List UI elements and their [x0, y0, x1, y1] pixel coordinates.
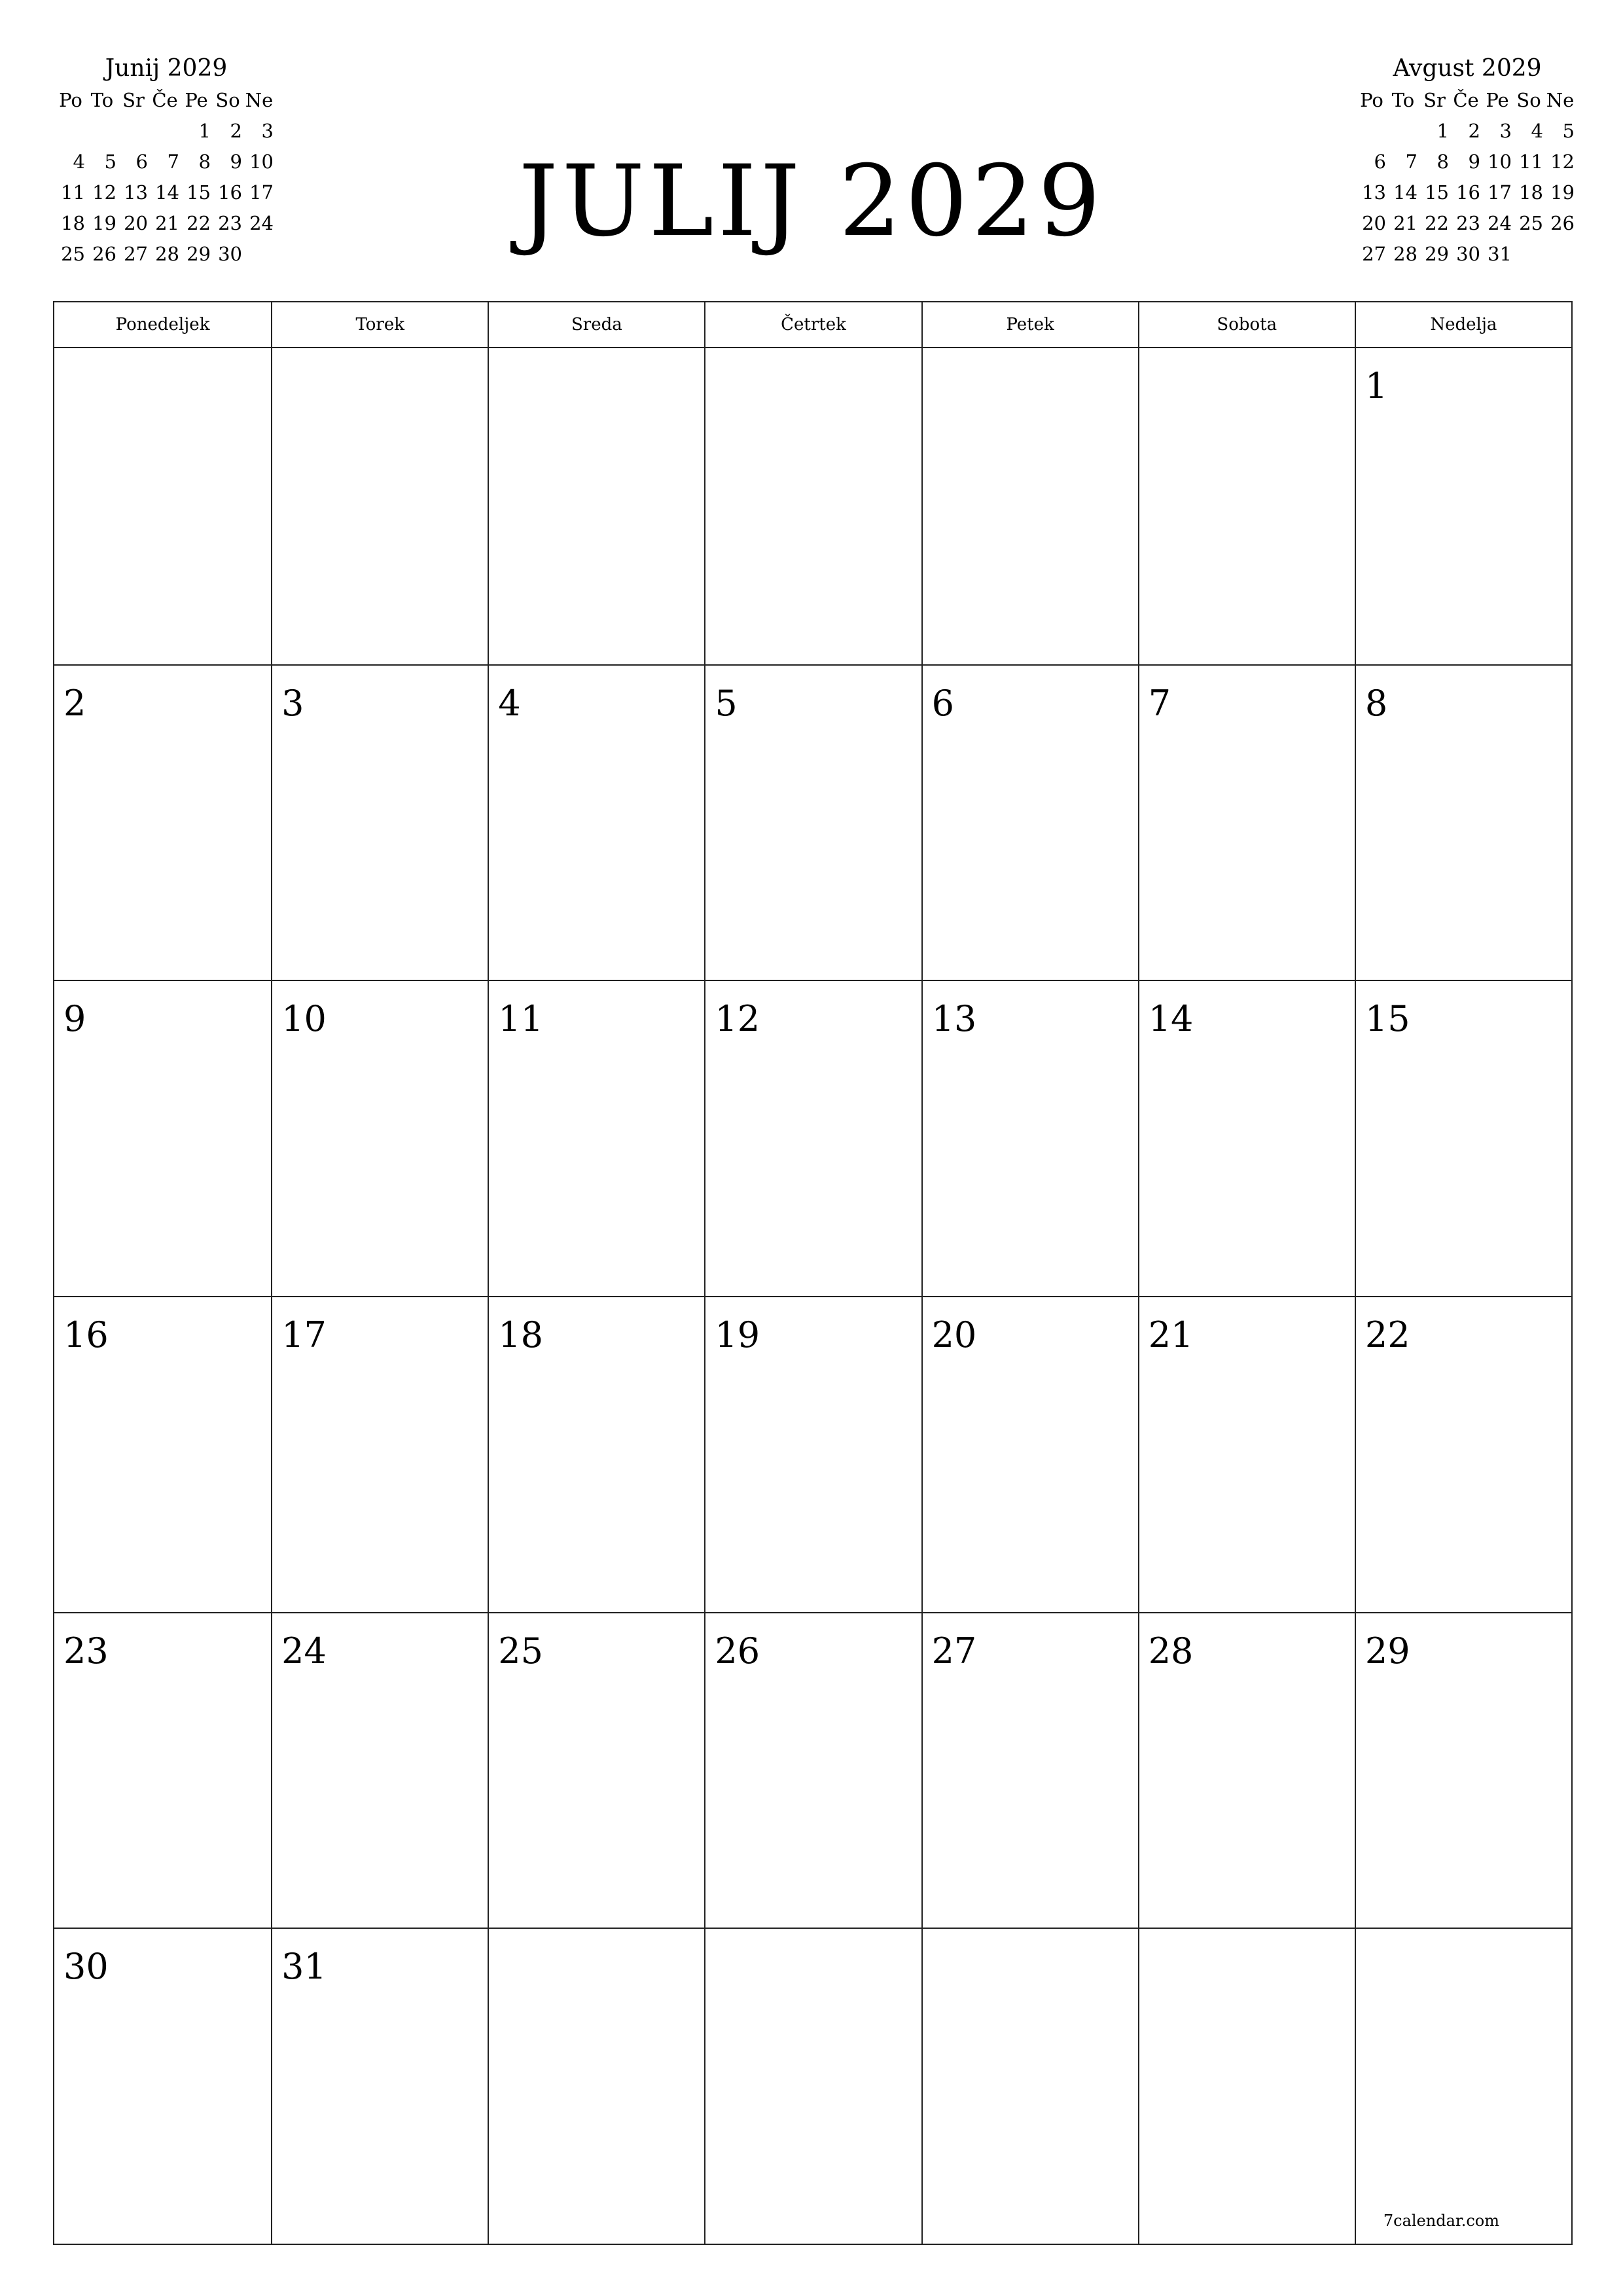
- day-number: 13: [931, 998, 977, 1040]
- prev-month-day: 9: [230, 151, 242, 173]
- day-cell[interactable]: [921, 980, 1138, 1296]
- prev-month-day: 17: [249, 181, 274, 204]
- prev-month-day: 22: [187, 212, 211, 234]
- next-month-day: 19: [1550, 181, 1575, 204]
- next-month-day: 2: [1468, 120, 1480, 142]
- next-month-weekday: Če: [1453, 89, 1479, 111]
- next-month-day: 14: [1393, 181, 1418, 204]
- day-cell[interactable]: [54, 348, 271, 664]
- footer-credit: 7calendar.com: [1383, 2212, 1499, 2230]
- next-month-day: [1544, 239, 1576, 270]
- next-month-weekday: Sr: [1423, 89, 1446, 111]
- next-month-day: [1356, 116, 1387, 147]
- weekday-header-row: [54, 302, 1571, 348]
- prev-month-day: [55, 116, 86, 147]
- day-cell[interactable]: [488, 980, 704, 1296]
- prev-month-day: 8: [198, 151, 211, 173]
- next-month-day: 22: [1425, 212, 1449, 234]
- day-cell[interactable]: [271, 1296, 488, 1612]
- day-cell[interactable]: [704, 1928, 921, 2244]
- prev-month-day: 27: [124, 243, 148, 265]
- prev-month-day: 21: [155, 212, 179, 234]
- next-month-title: Avgust 2029: [1393, 55, 1542, 82]
- next-month-day: 9: [1468, 151, 1480, 173]
- prev-month-day: 19: [92, 212, 116, 234]
- day-cell[interactable]: [921, 348, 1138, 664]
- prev-month-day: [118, 116, 149, 147]
- day-number: 3: [281, 682, 304, 724]
- day-number: 20: [931, 1314, 977, 1355]
- prev-month-weekday: To: [90, 89, 114, 111]
- day-cell[interactable]: [488, 664, 704, 980]
- day-cell[interactable]: [54, 980, 271, 1296]
- weekday-header: Četrtek: [704, 302, 921, 347]
- next-month-day: [1513, 239, 1544, 270]
- next-month-day: 29: [1425, 243, 1449, 265]
- next-month-day: 16: [1456, 181, 1480, 204]
- day-number: 28: [1148, 1630, 1194, 1672]
- day-number: 31: [281, 1946, 327, 1988]
- day-number: 30: [63, 1946, 109, 1988]
- next-month-weekday: Po: [1360, 89, 1383, 111]
- day-cell[interactable]: [1138, 348, 1355, 664]
- prev-month-day: 13: [124, 181, 148, 204]
- day-cell[interactable]: [271, 664, 488, 980]
- prev-month-day: 1: [198, 120, 211, 142]
- day-number: 11: [498, 998, 543, 1040]
- day-number: 24: [281, 1630, 327, 1672]
- next-month-day: 5: [1562, 120, 1575, 142]
- prev-month-day: 18: [61, 212, 85, 234]
- day-cell[interactable]: [921, 1296, 1138, 1612]
- prev-month-day: 28: [155, 243, 179, 265]
- prev-month-day: 29: [187, 243, 211, 265]
- prev-month-day: 5: [104, 151, 116, 173]
- prev-month-weekday: Pe: [185, 89, 208, 111]
- weekday-header: Petek: [921, 302, 1138, 347]
- day-cell[interactable]: [704, 1296, 921, 1612]
- day-number: 14: [1148, 998, 1194, 1040]
- weekday-header: Ponedeljek: [115, 315, 210, 334]
- day-number: 12: [715, 998, 760, 1040]
- prev-month-day: 16: [218, 181, 242, 204]
- day-number: 25: [498, 1630, 543, 1672]
- next-month-day: 13: [1362, 181, 1386, 204]
- day-cell[interactable]: [1355, 1612, 1571, 1928]
- next-month-day: 24: [1488, 212, 1512, 234]
- day-cell[interactable]: [1138, 1296, 1355, 1612]
- day-number: 29: [1364, 1630, 1410, 1672]
- month-title: JULIJ 2029: [518, 145, 1105, 259]
- prev-month-title: Junij 2029: [105, 55, 228, 82]
- day-cell[interactable]: [704, 664, 921, 980]
- next-month-weekday: Ne: [1546, 89, 1575, 111]
- day-cell[interactable]: [704, 1612, 921, 1928]
- day-cell[interactable]: [1355, 980, 1571, 1296]
- day-number: 10: [281, 998, 327, 1040]
- day-number: 7: [1148, 682, 1171, 724]
- next-month-day: 3: [1499, 120, 1512, 142]
- next-month-day: 30: [1456, 243, 1480, 265]
- day-cell[interactable]: [704, 980, 921, 1296]
- day-number: 1: [1364, 365, 1388, 406]
- next-month-day: 31: [1488, 243, 1512, 265]
- prev-month-day: 14: [155, 181, 179, 204]
- weekday-header: Nedelja: [1355, 302, 1571, 347]
- day-number: 19: [715, 1314, 760, 1355]
- day-number: 27: [931, 1630, 977, 1672]
- prev-month-day: 25: [61, 243, 85, 265]
- day-cell[interactable]: [271, 1612, 488, 1928]
- day-cell[interactable]: [1138, 1928, 1355, 2244]
- next-month-day: 28: [1393, 243, 1418, 265]
- next-month-day: 27: [1362, 243, 1386, 265]
- prev-month-day: 30: [218, 243, 242, 265]
- day-cell[interactable]: [1138, 1612, 1355, 1928]
- next-month-day: 8: [1436, 151, 1449, 173]
- calendar-body: [54, 348, 1571, 2244]
- weekday-header: Sreda: [488, 302, 704, 347]
- next-month-day: 12: [1550, 151, 1575, 173]
- prev-month-day: 23: [218, 212, 242, 234]
- day-number: 8: [1364, 682, 1388, 724]
- weekday-header: Sobota: [1138, 302, 1355, 347]
- prev-month-weekday: So: [215, 89, 240, 111]
- prev-month-weekday: Po: [59, 89, 82, 111]
- day-cell[interactable]: [54, 1296, 271, 1612]
- prev-month-weekday: Sr: [122, 89, 145, 111]
- day-number: 17: [281, 1314, 327, 1355]
- day-cell[interactable]: [921, 1928, 1138, 2244]
- day-number: 9: [63, 998, 86, 1040]
- day-cell[interactable]: [1355, 1296, 1571, 1612]
- next-month-day: 6: [1374, 151, 1386, 173]
- day-number: 21: [1148, 1314, 1194, 1355]
- day-cell[interactable]: [488, 348, 704, 664]
- next-month-day: [1387, 116, 1419, 147]
- day-cell[interactable]: [921, 664, 1138, 980]
- next-month-day: 17: [1488, 181, 1512, 204]
- day-number: 15: [1364, 998, 1410, 1040]
- day-cell[interactable]: [1138, 980, 1355, 1296]
- prev-month-day: 7: [167, 151, 179, 173]
- prev-month-day: 6: [135, 151, 148, 173]
- prev-month-weekday: Če: [152, 89, 178, 111]
- next-month-day: 11: [1519, 151, 1543, 173]
- day-number: 2: [63, 682, 86, 724]
- next-month-day: 1: [1436, 120, 1449, 142]
- day-number: 6: [931, 682, 954, 724]
- day-cell[interactable]: [271, 348, 488, 664]
- day-cell[interactable]: [54, 664, 271, 980]
- next-month-day: 15: [1425, 181, 1449, 204]
- next-month-day: 23: [1456, 212, 1480, 234]
- prev-month-day: 11: [61, 181, 85, 204]
- prev-month-day: 2: [230, 120, 242, 142]
- day-number: 18: [498, 1314, 543, 1355]
- day-number: 23: [63, 1630, 109, 1672]
- next-month-day: 21: [1393, 212, 1418, 234]
- next-month-weekday: To: [1391, 89, 1415, 111]
- day-number: 26: [715, 1630, 760, 1672]
- day-number: 16: [63, 1314, 109, 1355]
- next-month-weekday: Pe: [1486, 89, 1509, 111]
- day-cell[interactable]: [271, 1928, 488, 2244]
- next-month-weekday: So: [1516, 89, 1541, 111]
- day-cell[interactable]: [54, 1612, 271, 1928]
- prev-month-day: [86, 116, 118, 147]
- prev-month-day: 26: [92, 243, 116, 265]
- day-cell[interactable]: [1138, 664, 1355, 980]
- prev-month-day: 12: [92, 181, 116, 204]
- next-month-day: 20: [1362, 212, 1386, 234]
- day-cell[interactable]: [488, 1928, 704, 2244]
- next-month-day: 26: [1550, 212, 1575, 234]
- day-cell[interactable]: [921, 1612, 1138, 1928]
- next-month-day: 18: [1519, 181, 1543, 204]
- next-month-day: 4: [1531, 120, 1543, 142]
- prev-month-day: 4: [73, 151, 85, 173]
- day-number: 22: [1364, 1314, 1410, 1355]
- prev-month-day: 15: [187, 181, 211, 204]
- day-number: 5: [715, 682, 738, 724]
- next-month-calendar: [1356, 52, 1578, 270]
- next-month-day: 7: [1405, 151, 1418, 173]
- day-cell[interactable]: [704, 348, 921, 664]
- prev-month-day: 10: [249, 151, 274, 173]
- day-number: 4: [498, 682, 521, 724]
- prev-month-day: 20: [124, 212, 148, 234]
- day-cell[interactable]: [1355, 1928, 1571, 2244]
- weekday-header: Torek: [271, 302, 488, 347]
- next-month-day: 10: [1488, 151, 1512, 173]
- day-cell[interactable]: [1355, 664, 1571, 980]
- day-cell[interactable]: [54, 1928, 271, 2244]
- prev-month-day: [149, 116, 181, 147]
- day-cell[interactable]: [488, 1296, 704, 1612]
- day-cell[interactable]: [488, 1612, 704, 1928]
- prev-month-day: 3: [261, 120, 274, 142]
- next-month-day: 25: [1519, 212, 1543, 234]
- prev-month-weekday: Ne: [245, 89, 274, 111]
- day-cell[interactable]: [1355, 348, 1571, 664]
- prev-month-day: 24: [249, 212, 274, 234]
- month-calendar-grid: [53, 301, 1573, 2245]
- day-cell[interactable]: [271, 980, 488, 1296]
- next-month-grid: [1356, 85, 1578, 270]
